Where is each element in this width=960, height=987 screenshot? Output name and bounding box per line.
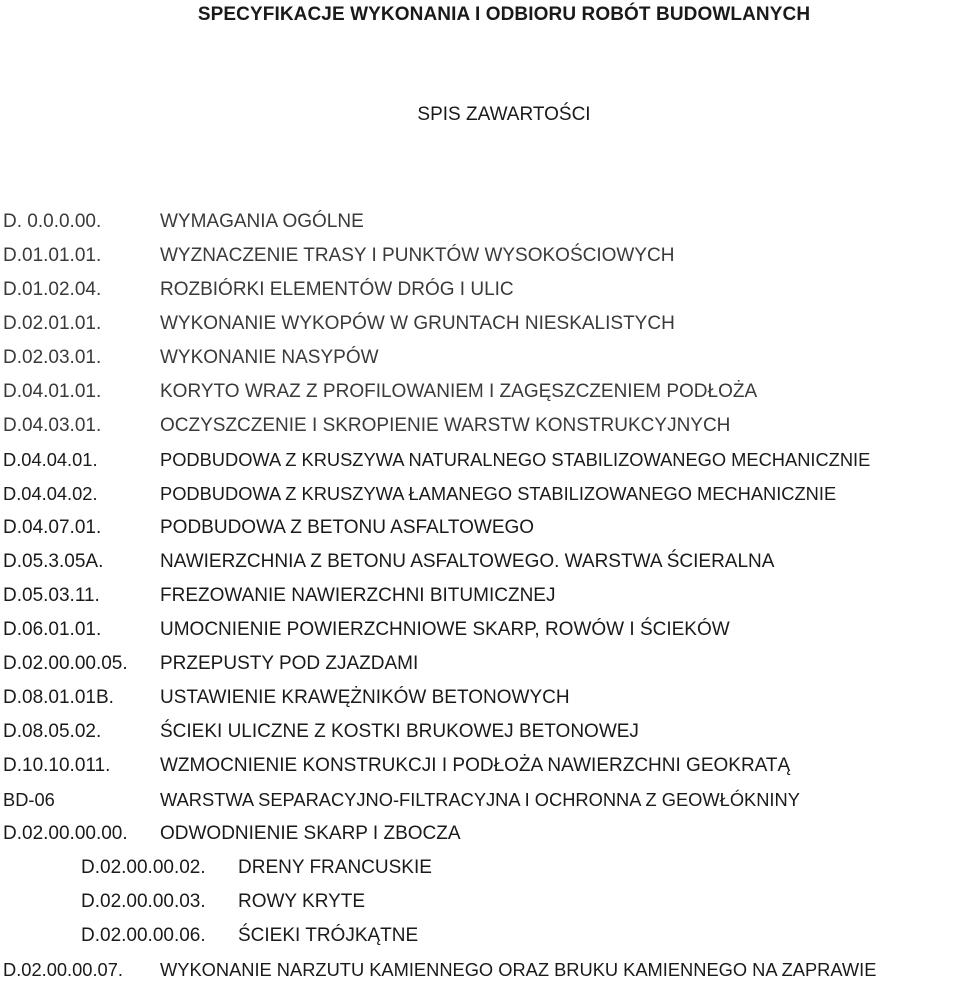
toc-entry bbox=[3, 613, 960, 647]
toc-code: D.02.00.00.00. bbox=[3, 823, 128, 844]
toc-code: D.10.10.011. bbox=[3, 755, 111, 776]
toc-label: PODBUDOWA Z BETONU ASFALTOWEGO bbox=[160, 517, 535, 538]
toc-label: USTAWIENIE KRAWĘŻNIKÓW BETONOWYCH bbox=[160, 687, 570, 708]
toc-code: D.01.01.01. bbox=[3, 245, 102, 266]
toc-label: ODWODNIENIE SKARP I ZBOCZA bbox=[160, 823, 461, 844]
toc-code: D.08.05.02. bbox=[3, 721, 102, 742]
toc-code: D.01.02.04. bbox=[3, 279, 102, 300]
toc-entry bbox=[3, 715, 960, 749]
toc-entry bbox=[3, 443, 960, 477]
toc-heading: SPIS ZAWARTOŚCI bbox=[417, 104, 591, 125]
toc-label: WYKONANIE NASYPÓW bbox=[160, 347, 379, 368]
toc-entry bbox=[3, 953, 960, 987]
toc-label: WYKONANIE NARZUTU KAMIENNEGO ORAZ BRUKU KAMIENNEGO NA ZAPRAWIE bbox=[160, 959, 877, 980]
toc-code: D.08.01.01B. bbox=[3, 687, 114, 708]
toc-code: D.04.07.01. bbox=[3, 517, 102, 538]
toc-label: WYMAGANIA OGÓLNE bbox=[160, 211, 364, 232]
toc-entry bbox=[3, 511, 960, 545]
toc-label: ŚCIEKI TRÓJKĄTNE bbox=[238, 925, 419, 946]
toc-label: FREZOWANIE NAWIERZCHNI BITUMICZNEJ bbox=[160, 585, 556, 606]
toc-entry bbox=[3, 341, 960, 375]
toc-code: D.02.00.00.05. bbox=[3, 653, 128, 674]
toc-label: ŚCIEKI ULICZNE Z KOSTKI BRUKOWEJ BETONOWEJ bbox=[160, 721, 639, 742]
toc-entry bbox=[3, 273, 960, 307]
toc-entry bbox=[3, 375, 960, 409]
toc-label: ROWY KRYTE bbox=[238, 891, 366, 912]
toc-entry bbox=[3, 647, 960, 681]
toc-code: D.04.04.01. bbox=[3, 449, 98, 470]
table-of-contents bbox=[3, 205, 960, 987]
toc-code: D.02.01.01. bbox=[3, 313, 102, 334]
toc-code: D.04.01.01. bbox=[3, 381, 102, 402]
toc-code: D.06.01.01. bbox=[3, 619, 102, 640]
toc-code: D.02.00.00.02. bbox=[81, 857, 206, 878]
toc-label: KORYTO WRAZ Z PROFILOWANIEM I ZAGĘSZCZENIEM PODŁOŻA bbox=[160, 381, 758, 402]
toc-entry bbox=[3, 681, 960, 715]
toc-code: D.02.00.00.06. bbox=[81, 925, 206, 946]
toc-subentry bbox=[3, 851, 960, 885]
toc-label: PODBUDOWA Z KRUSZYWA NATURALNEGO STABILIZOWANEGO MECHANICZNIE bbox=[160, 449, 871, 470]
toc-entry bbox=[3, 239, 960, 273]
toc-label: WARSTWA SEPARACYJNO-FILTRACYJNA I OCHRONNA Z GEOWŁÓKNINY bbox=[160, 789, 800, 810]
toc-entry bbox=[3, 205, 960, 239]
toc-code: D.05.3.05A. bbox=[3, 551, 104, 572]
toc-entry bbox=[3, 817, 960, 851]
toc-code: D.04.03.01. bbox=[3, 415, 102, 436]
toc-entry bbox=[3, 545, 960, 579]
toc-code: BD-06 bbox=[3, 789, 55, 810]
toc-label: ROZBIÓRKI ELEMENTÓW DRÓG I ULIC bbox=[160, 279, 514, 300]
toc-label: DRENY FRANCUSKIE bbox=[238, 857, 432, 878]
toc-code: D.02.00.00.03. bbox=[81, 891, 206, 912]
toc-label: PRZEPUSTY POD ZJAZDAMI bbox=[160, 653, 419, 674]
toc-entry bbox=[3, 579, 960, 613]
toc-label: PODBUDOWA Z KRUSZYWA ŁAMANEGO STABILIZOWANEGO MECHANICZNIE bbox=[160, 483, 837, 504]
toc-code: D.04.04.02. bbox=[3, 483, 98, 504]
toc-code: D.05.03.11. bbox=[3, 585, 100, 606]
toc-entry bbox=[3, 783, 960, 817]
toc-code: D.02.00.00.07. bbox=[3, 959, 123, 980]
toc-label: OCZYSZCZENIE I SKROPIENIE WARSTW KONSTRUKCYJNYCH bbox=[160, 415, 731, 436]
toc-label: WZMOCNIENIE KONSTRUKCJI I PODŁOŻA NAWIERZCHNI GEOKRATĄ bbox=[160, 755, 791, 776]
document-title: SPECYFIKACJE WYKONANIA I ODBIORU ROBÓT BUDOWLANYCH bbox=[197, 4, 811, 25]
toc-entry bbox=[3, 477, 960, 511]
toc-code: D. 0.0.0.00. bbox=[3, 211, 102, 232]
toc-entry bbox=[3, 307, 960, 341]
toc-label: WYKONANIE WYKOPÓW W GRUNTACH NIESKALISTYCH bbox=[160, 313, 675, 334]
toc-label: NAWIERZCHNIA Z BETONU ASFALTOWEGO. WARSTWA ŚCIERALNA bbox=[160, 551, 775, 572]
toc-entry bbox=[3, 749, 960, 783]
toc-subentry bbox=[3, 919, 960, 953]
toc-subentry bbox=[3, 885, 960, 919]
toc-entry bbox=[3, 409, 960, 443]
toc-label: WYZNACZENIE TRASY I PUNKTÓW WYSOKOŚCIOWYCH bbox=[160, 245, 675, 266]
toc-label: UMOCNIENIE POWIERZCHNIOWE SKARP, ROWÓW I ŚCIEKÓW bbox=[160, 619, 730, 640]
toc-code: D.02.03.01. bbox=[3, 347, 102, 368]
